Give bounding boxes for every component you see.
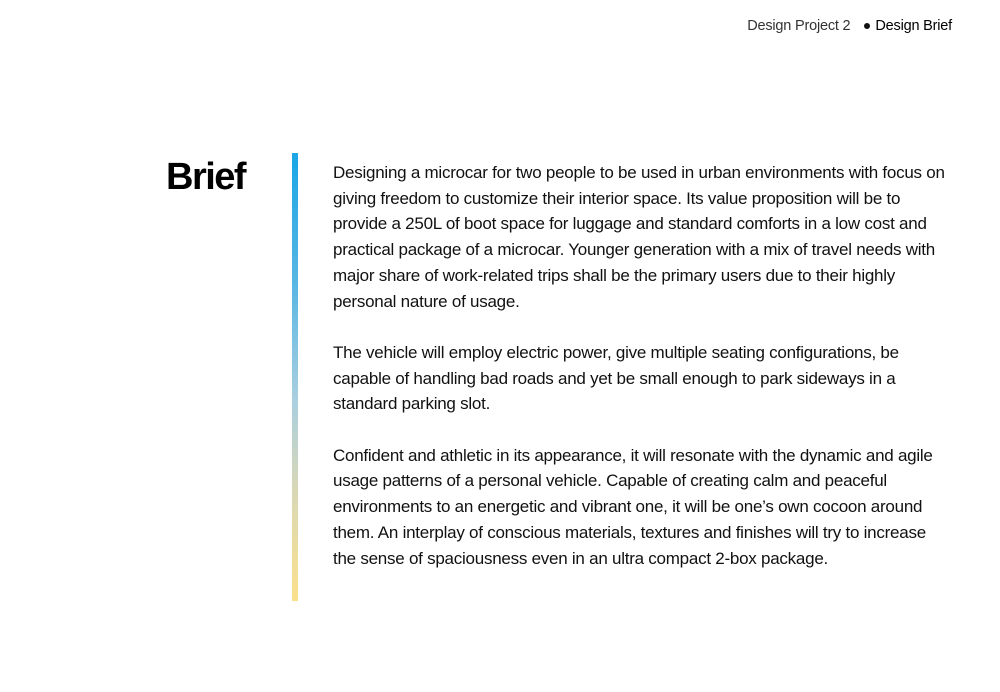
breadcrumb-current-section: Design Brief [875, 18, 952, 34]
brief-paragraph-1: Designing a microcar for two people to be used in urban environments with focus on giving freedom to customize their interior space. Its value proposition will be to provide a 250L of boot space for luggage and standard comforts in a low cost and practical package of a microcar. Younger generation with a mix of travel needs with major share of work-related trips shall be the primary users due to their highly personal nature of usage. [333, 163, 945, 311]
breadcrumb [747, 18, 952, 34]
brief-paragraph-3: Confident and athletic in its appearance, it will resonate with the dynamic and agile usage patterns of a personal vehicle. Capable of creating calm and peaceful environments to an energetic and vibrant one, it will be one’s own cocoon around them. An interplay of conscious materials, textures and finishes will try to increase the sense of spaciousness even in an ultra compact 2-box package. [333, 445, 933, 568]
brief-body [333, 160, 945, 571]
bullet-dot-icon [864, 23, 870, 29]
page-title: Brief [166, 156, 246, 198]
breadcrumb-project: Design Project 2 [747, 18, 851, 34]
brief-paragraph-2: The vehicle will employ electric power, give multiple seating configurations, be capable of handling bad roads and yet be small enough to park sideways in a standard parking slot. [333, 342, 899, 414]
gradient-accent-bar [292, 153, 298, 601]
